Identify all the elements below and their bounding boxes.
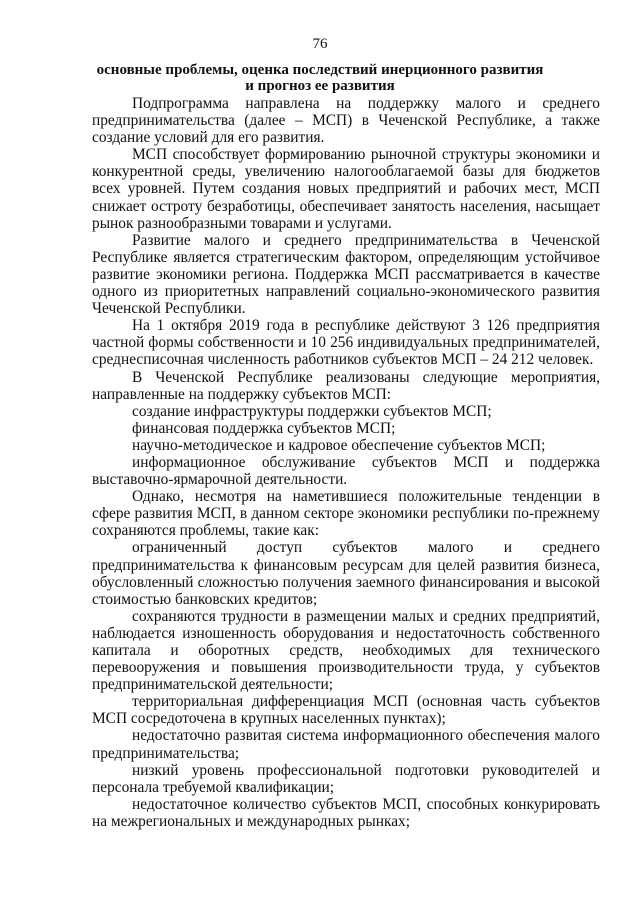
list-item: сохраняются трудности в размещении малых и средних предприятий, наблюдается изношенность оборудования и недостаточность собственного капитала и оборотных средств, необходимых для технического перевооружения и повышения производительности труда, у субъектов предпринимательской деятельности; — [92, 607, 600, 694]
list-item: недостаточное количество субъектов МСП, способных конкурировать на межрегиональных и международных рынках; — [92, 795, 600, 830]
paragraph: МСП способствует формированию рыночной структуры экономики и конкурентной среды, увеличению налогооблагаемой базы для бюджетов всех уровней. Путем создания новых предприятий и рабочих мест, МСП снижает остроту безработицы, обеспечивает занятость населения, насыщает рынок разнообразными товарами и услугами. — [92, 146, 600, 232]
list-item: ограниченный доступ субъектов малого и среднего предпринимательства к финансовым ресурсам для целей развития бизнеса, обусловленный сложностью получения заемного финансирования и высокой стоимостью банковских кредитов; — [92, 539, 600, 608]
page-number: 76 — [312, 36, 328, 52]
document-body — [92, 95, 600, 830]
list-item: научно-методическое и кадровое обеспечение субъектов МСП; — [132, 436, 546, 454]
section-heading: основные проблемы, оценка последствий инерционного развития и прогноз ее развития — [96, 62, 544, 94]
paragraph: На 1 октября 2019 года в республике действуют 3 126 предприятия частной формы собственности и 10 256 индивидуальных предпринимателей, среднесписочная численность работников субъектов МСП – 24 212 человек. — [92, 317, 600, 369]
paragraph: В Чеченской Республике реализованы следующие мероприятия, направленные на поддержку субъектов МСП: — [92, 368, 600, 403]
list-item: недостаточно развитая система информационного обеспечения малого предпринимательства; — [92, 727, 600, 762]
list-item: низкий уровень профессиональной подготовки руководителей и персонала требуемой квалификации; — [92, 761, 600, 796]
list-item: создание инфраструктуры поддержки субъектов МСП; — [132, 402, 492, 420]
paragraph: Развитие малого и среднего предпринимательства в Чеченской Республике является стратегическим фактором, определяющим устойчивое развитие экономики региона. Поддержка МСП рассматривается в качестве одного из приоритетных направлений социально-экономического развития Чеченской Республики. — [92, 231, 600, 318]
list-item: информационное обслуживание субъектов МСП и поддержка выставочно-ярмарочной деятельности. — [92, 453, 600, 489]
paragraph: Однако, несмотря на наметившиеся положительные тенденции в сфере развития МСП, в данном секторе экономики республики по-прежнему сохраняются проблемы, такие как: — [92, 488, 600, 540]
paragraph: Подпрограмма направлена на поддержку малого и среднего предпринимательства (далее – МСП) в Чеченской Республике, а также создание условий для его развития. — [92, 95, 600, 147]
list-item: территориальная дифференциация МСП (основная часть субъектов МСП сосредоточена в крупных населенных пунктах); — [92, 693, 600, 728]
list-item: финансовая поддержка субъектов МСП; — [132, 419, 396, 437]
